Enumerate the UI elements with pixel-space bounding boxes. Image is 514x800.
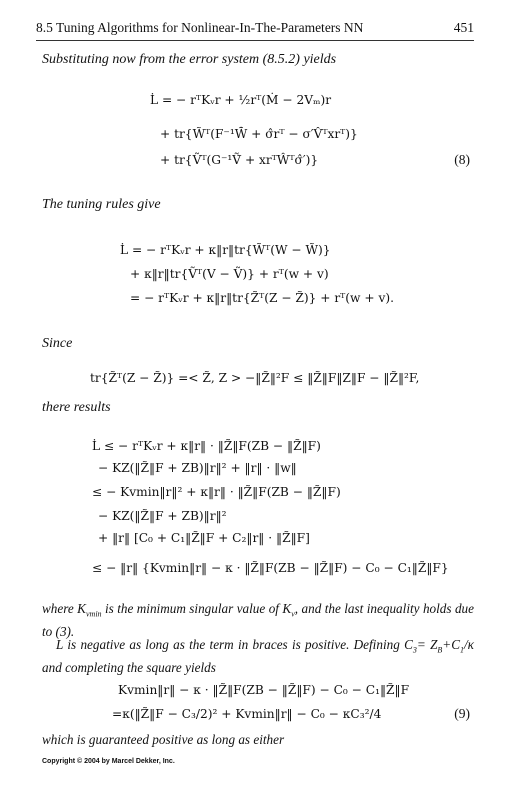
eq8-line-3: + tr{Ṽᵀ(G⁻¹Ṽ̇ + xrᵀŴᵀσ̂′)} xyxy=(160,153,319,167)
paragraph-there-results: there results xyxy=(42,400,111,415)
inequality-line-2: − KZ(‖Z̃‖F + ZB)‖r‖² + ‖r‖ · ‖w‖ xyxy=(98,461,297,475)
section-title: 8.5 Tuning Algorithms for Nonlinear-In-The-Parameters NN xyxy=(36,20,364,35)
running-head xyxy=(36,20,474,36)
equation-number-8: (8) xyxy=(454,152,470,167)
equation-number-9: (9) xyxy=(454,706,470,721)
paragraph-since: Since xyxy=(42,336,73,351)
paragraph-guaranteed: which is guaranteed positive as long as either xyxy=(42,732,285,747)
eq9-line-2: =κ(‖Z̃‖F − C₃/2)² + Kvmin‖r‖ − C₀ − κC₃²/4 xyxy=(112,707,382,721)
inequality-line-4: − KZ(‖Z̃‖F + ZB)‖r‖² xyxy=(98,509,227,523)
tuning-eq-line-2: + κ‖r‖tr{Ṽᵀ(V − Ṽ)} + rᵀ(w + v) xyxy=(130,267,329,281)
inequality-line-5: + ‖r‖ [C₀ + C₁‖Z̃‖F + C₂‖r‖ · ‖Z̃‖F] xyxy=(98,531,310,545)
inequality-line-6: ≤ − ‖r‖ {Kvmin‖r‖ − κ · ‖Z̃‖F(ZB − ‖Z̃‖F) − C₀ − C₁‖Z̃‖F} xyxy=(92,561,449,575)
trace-inequality: tr{Z̃ᵀ(Z − Z̃)} =< Z̃, Z > −‖Z̃‖²F ≤ ‖Z̃‖F‖Z‖F − ‖Z̃‖²F, xyxy=(90,371,420,385)
paragraph-substituting: Substituting now from the error system (8.5.2) yields xyxy=(42,52,337,67)
inequality-line-1: L̇ ≤ − rᵀKᵥr + κ‖r‖ · ‖Z̃‖F(ZB − ‖Z̃‖F) xyxy=(92,439,321,453)
paragraph-tuning-rules: The tuning rules give xyxy=(42,197,161,212)
tuning-eq-line-1: L̇ = − rᵀKᵥr + κ‖r‖tr{W̃ᵀ(W − W̃)} xyxy=(120,243,331,257)
eq8-line-1: L̇ = − rᵀKᵥr + ½rᵀ(Ṁ − 2Vₘ)r xyxy=(150,93,332,107)
paragraph-where-kvmin: where $K_{vmin}$ is the minimum singular value of $K_v$, and the last inequality holds due to (3). xyxy=(42,601,474,639)
eq8-line-2: + tr{W̃ᵀ(F⁻¹W̃̇ + σ̂rᵀ − σ′V̂ᵀxrᵀ)} xyxy=(160,127,358,141)
paragraph-l-negative: L is negative as long as the term in braces is positive. Defining $C_3= Z_B+C_1/\kappa$ and completing the square yields xyxy=(42,637,474,675)
eq9-line-1: Kvmin‖r‖ − κ · ‖Z̃‖F(ZB − ‖Z̃‖F) − C₀ − C₁‖Z̃‖F xyxy=(118,683,410,697)
header-rule xyxy=(36,40,474,41)
copyright-footer: Copyright © 2004 by Marcel Dekker, Inc. xyxy=(42,758,175,765)
tuning-eq-line-3: = − rᵀKᵥr + κ‖r‖tr{Z̃ᵀ(Z − Z̃)} + rᵀ(w + v). xyxy=(130,291,394,305)
page-number: 451 xyxy=(453,20,474,35)
inequality-line-3: ≤ − Kvmin‖r‖² + κ‖r‖ · ‖Z̃‖F(ZB − ‖Z̃‖F) xyxy=(92,485,341,499)
